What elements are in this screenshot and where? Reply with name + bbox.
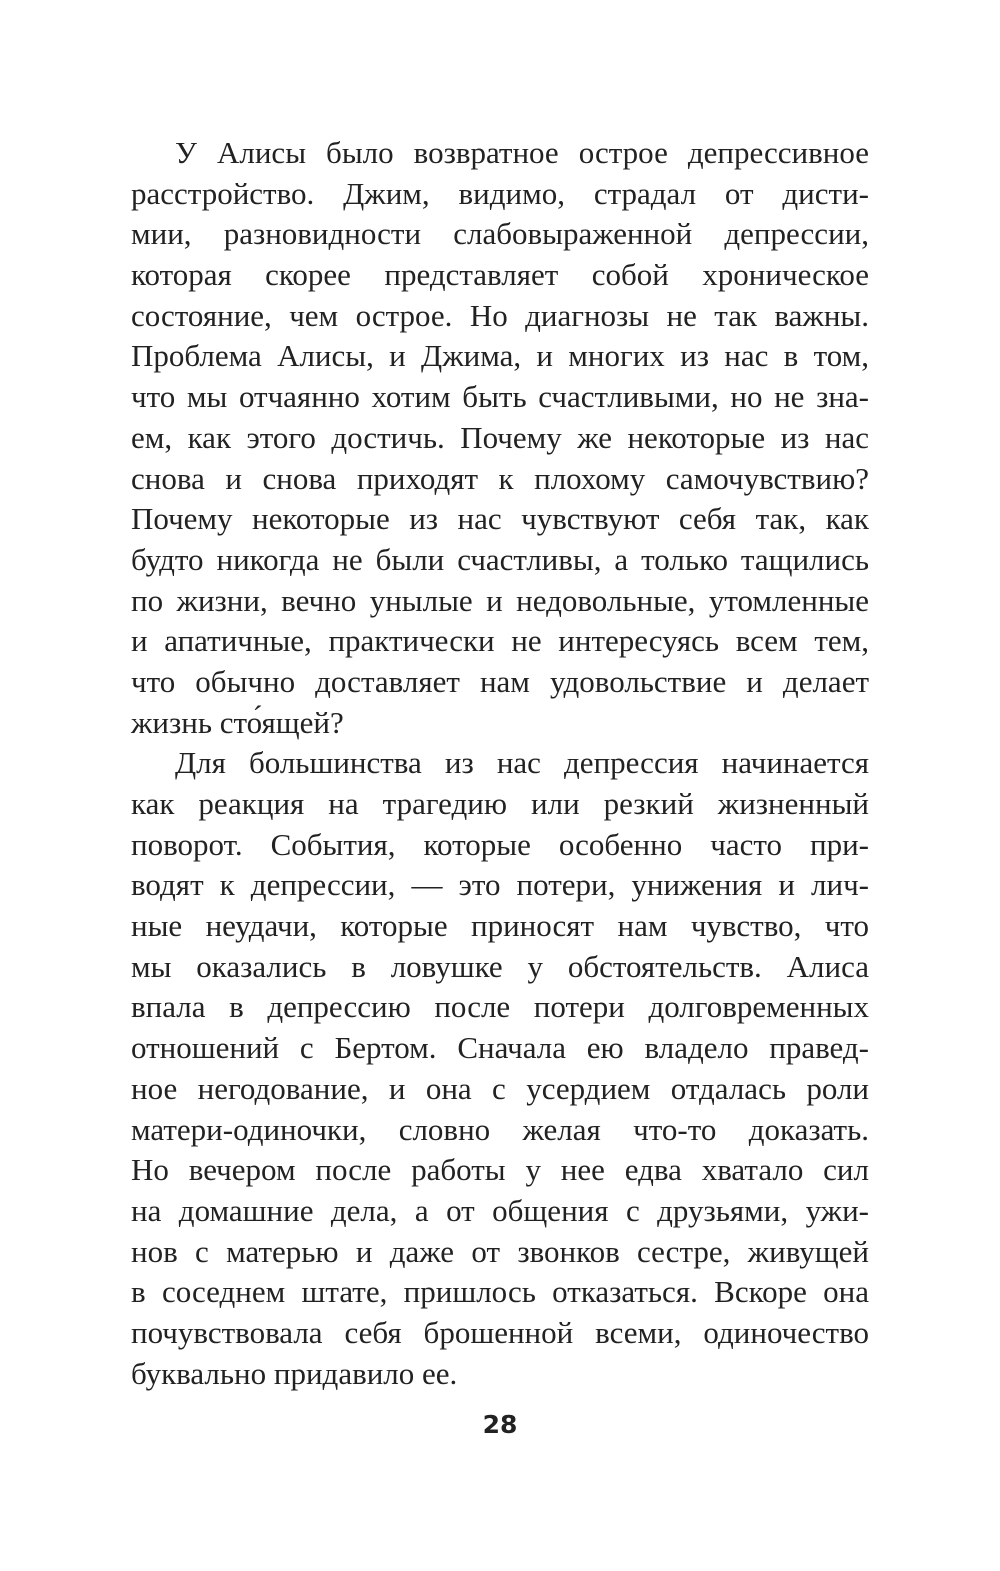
text-line: в соседнем штате, пришлось отказаться. Вскоре она [131, 1274, 869, 1310]
text-line: нов с матерью и даже от звонков сестре, живущей [131, 1233, 869, 1269]
text-line: матери-одиночки, словно желая что-то доказать. [131, 1111, 869, 1147]
text-line: расстройство. Джим, видимо, страдал от дисти- [131, 175, 869, 211]
paragraph-2 [131, 743, 869, 1394]
text-line: на домашние дела, а от общения с друзьями, ужи- [131, 1192, 869, 1228]
text-line: жизнь сто́ящей? [131, 704, 344, 740]
text-line: как реакция на трагедию или резкий жизненный [131, 786, 869, 821]
text-line: мии, разновидности слабовыраженной депрессии, [131, 216, 869, 252]
text-line: У Алисы было возвратное острое депрессивное [175, 135, 869, 170]
text-line: поворот. События, которые особенно часто при- [131, 826, 869, 862]
text-line: что обычно доставляет нам удовольствие и делает [131, 663, 869, 699]
text-line: водят к депрессии, — это потери, унижения и лич- [131, 867, 869, 903]
text-line: снова и снова приходят к плохому самочувствию? [131, 460, 869, 496]
text-line: почувствовала себя брошенной всеми, одиночество [131, 1314, 869, 1350]
page-number: 28 [482, 1410, 518, 1439]
text-line: состояние, чем острое. Но диагнозы не так важны. [131, 297, 869, 333]
text-line: Почему некоторые из нас чувствуют себя так, как [131, 501, 869, 537]
body-text [131, 133, 869, 1394]
text-line: ные неудачи, которые приносят нам чувство, что [131, 908, 869, 944]
paragraph-1 [131, 133, 869, 743]
text-line: отношений с Бертом. Сначала ею владело правед- [131, 1030, 869, 1066]
text-line: которая скорее представляет собой хроническое [131, 257, 869, 293]
text-line: буквально придавило ее. [131, 1355, 458, 1391]
text-line: ем, как этого достичь. Почему же некоторые из нас [131, 419, 869, 455]
text-line: мы оказались в ловушке у обстоятельств. Алиса [131, 948, 869, 984]
text-line: Но вечером после работы у нее едва хватало сил [131, 1152, 869, 1188]
text-line: впала в депрессию после потери долговременных [131, 989, 869, 1025]
text-line: что мы отчаянно хотим быть счастливыми, но не зна- [131, 379, 869, 415]
text-line: и апатичные, практически не интересуясь всем тем, [131, 623, 869, 659]
text-line: Для большинства из нас депрессия начинается [175, 745, 869, 781]
text-line: будто никогда не были счастливы, а только тащились [131, 541, 869, 577]
text-line: ное негодование, и она с усердием отдалась роли [131, 1070, 869, 1106]
text-line: Проблема Алисы, и Джима, и многих из нас в том, [131, 338, 869, 374]
text-line: по жизни, вечно унылые и недовольные, утомленные [131, 582, 869, 618]
